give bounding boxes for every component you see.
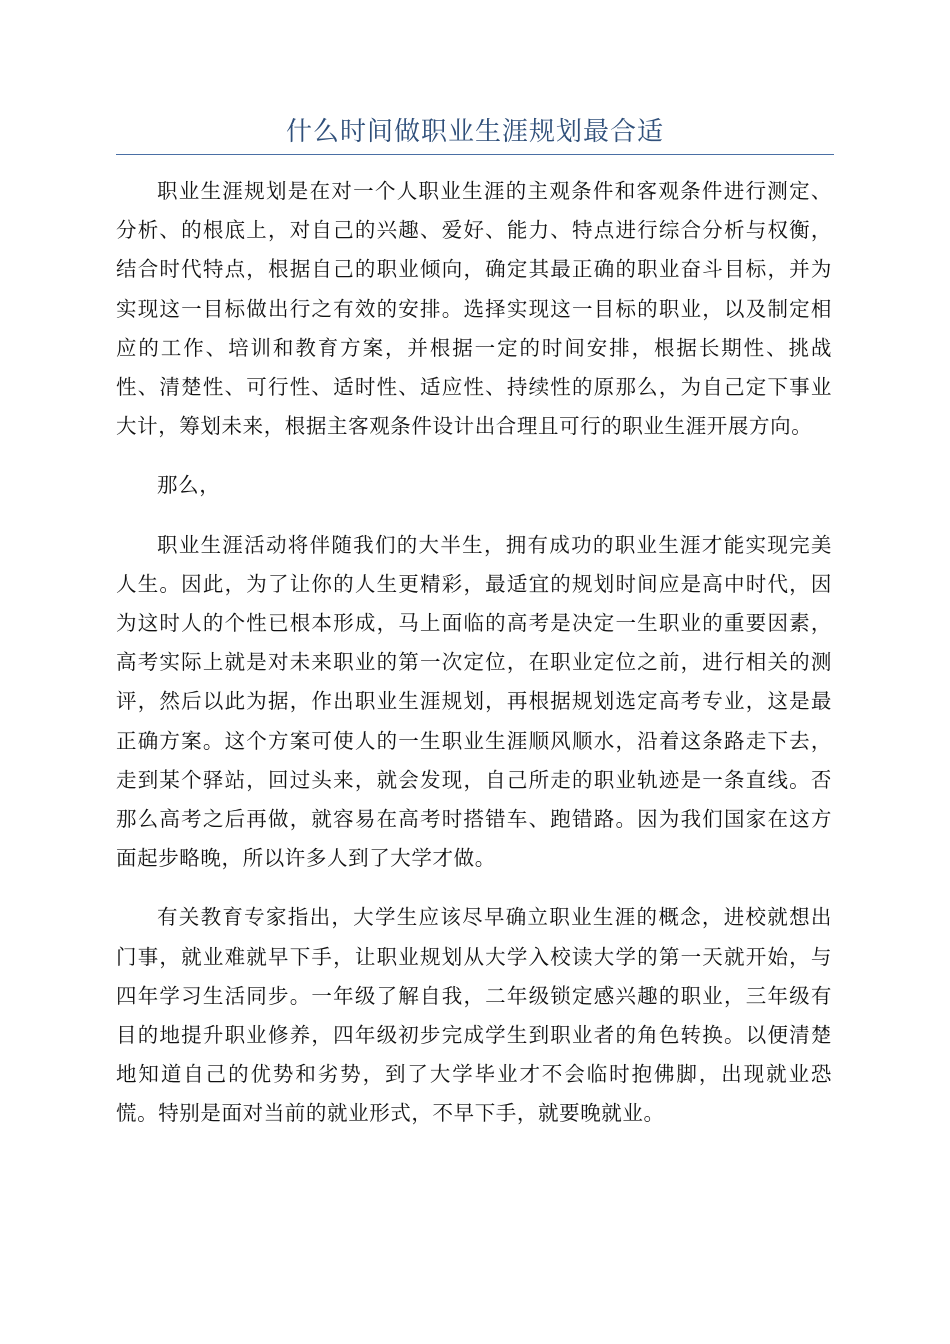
paragraph-high-school: 职业生涯活动将伴随我们的大半生，拥有成功的职业生涯才能实现完美人生。因此，为了让你的人生更精彩，最适宜的规划时间应是高中时代，因为这时人的个性已根本形成，马上面临的高考是决定一生职业的重要因素，高考实际上就是对未来职业的第一次定位，在职业定位之前，进行相关的测评，然后以此为据，作出职业生涯规划，再根据规划选定高考专业，这是最正确方案。这个方案可使人的一生职业生涯顺风顺水，沿着这条路走下去，走到某个驿站，回过头来，就会发现，自己所走的职业轨迹是一条直线。否那么高考之后再做，就容易在高考时搭错车、跑错路。因为我们国家在这方面起步略晚，所以许多人到了大学才做。 bbox=[116, 532, 832, 871]
paragraph-university: 有关教育专家指出，大学生应该尽早确立职业生涯的概念，进校就想出门事，就业难就早下手，让职业规划从大学入校读大学的第一天就开始，与四年学习生活同步。一年级了解自我，二年级锁定感兴趣的职业，三年级有目的地提升职业修养，四年级初步完成学生到职业者的角色转换。以便清楚地知道自己的优势和劣势，到了大学毕业才不会临时抱佛脚，出现就业恐慌。特别是面对当前的就业形式，不早下手，就要晚就业。 bbox=[116, 905, 832, 1126]
paragraph-definition: 职业生涯规划是在对一个人职业生涯的主观条件和客观条件进行测定、分析、的根底上，对自己的兴趣、爱好、能力、特点进行综合分析与权衡，结合时代特点，根据自己的职业倾向，确定其最正确的职业奋斗目标，并为实现这一目标做出行之有效的安排。选择实现这一目标的职业，以及制定相应的工作、培训和教育方案，并根据一定的时间安排，根据长期性、挑战性、清楚性、可行性、适时性、适应性、持续性的原那么，为自己定下事业大计，筹划未来，根据主客观条件设计出合理且可行的职业生涯开展方向。 bbox=[116, 179, 832, 439]
document-title: 什么时间做职业生涯规划最合适 bbox=[285, 117, 664, 147]
document-body bbox=[116, 172, 832, 1154]
paragraph-transition: 那么， bbox=[157, 473, 221, 498]
title-underline bbox=[116, 154, 834, 155]
